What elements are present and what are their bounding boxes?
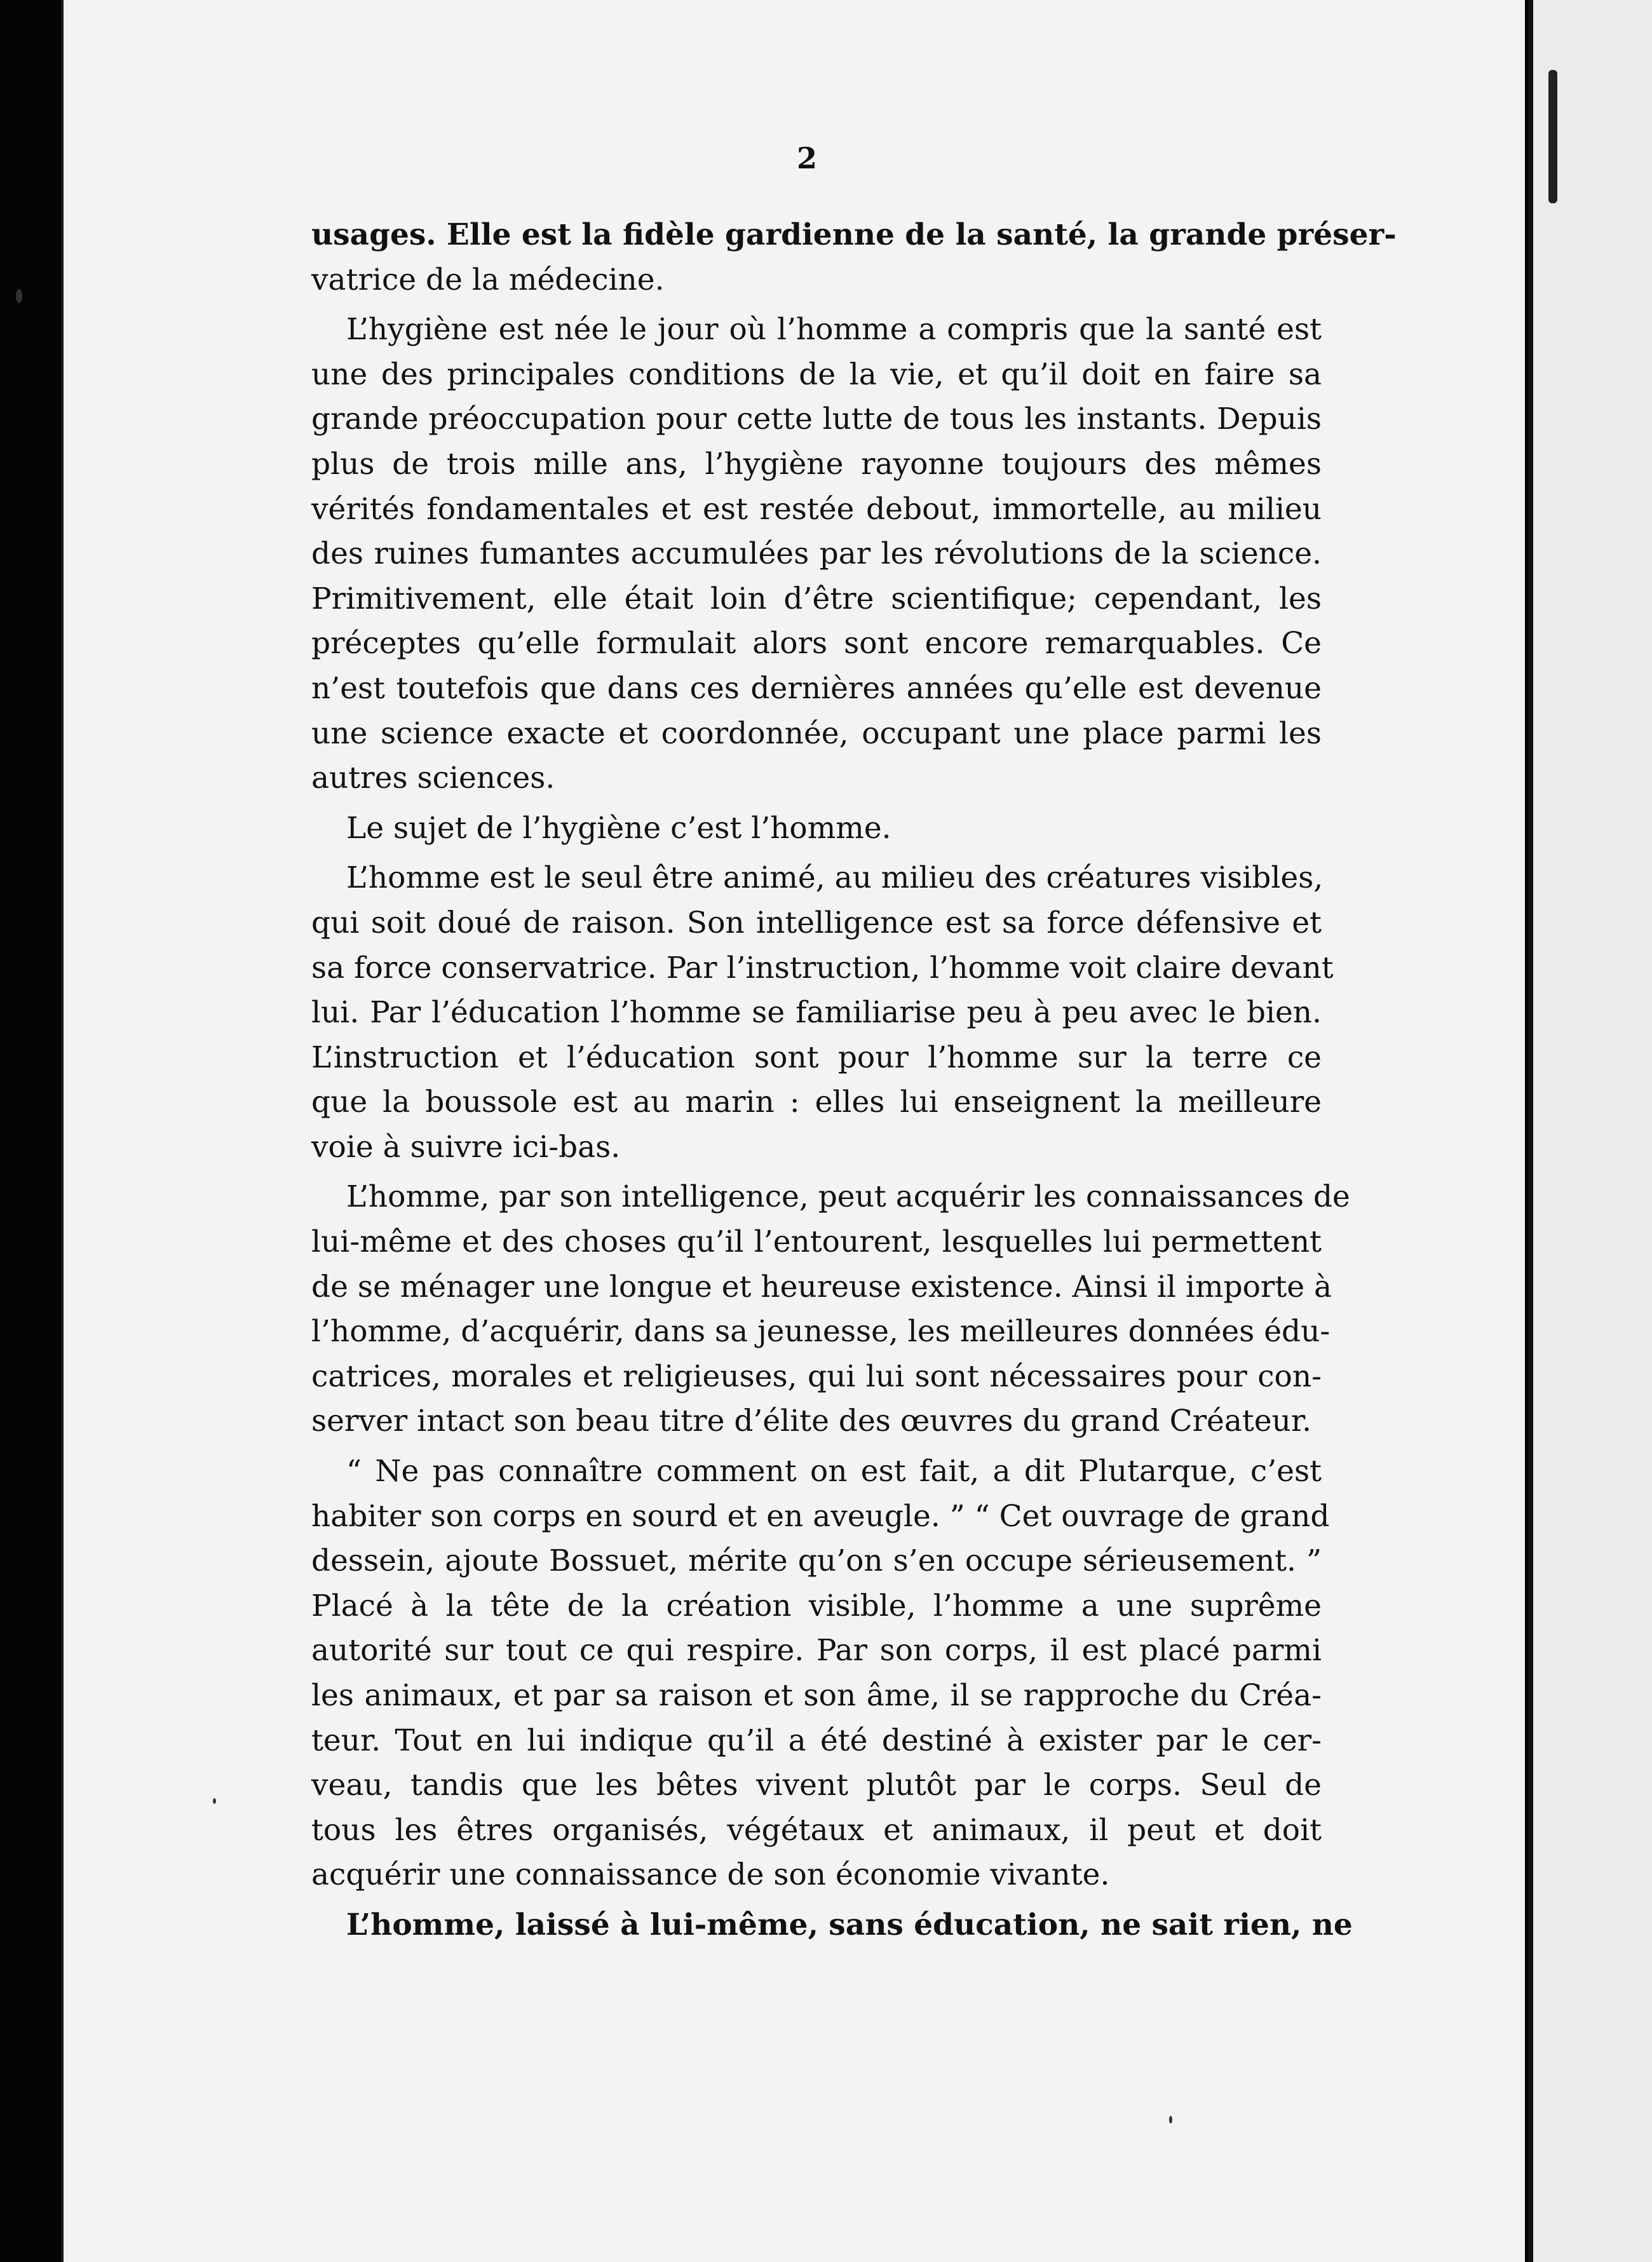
paragraph — [311, 308, 1322, 801]
paragraph-gap — [311, 302, 1322, 308]
text-line: sa force conservatrice. Par l’instruction, l’homme voit claire devant — [311, 950, 1334, 985]
text-line: une science exacte et coordonnée, occupant une place parmi les — [311, 715, 1322, 751]
text-line: tous les êtres organisés, végétaux et animaux, il peut et doit — [311, 1812, 1322, 1848]
text-line: une des principales conditions de la vie, et qu’il doit en faire sa — [311, 356, 1322, 392]
text-line: voie à suivre ici-bas. — [311, 1129, 621, 1165]
text-line: acquérir une connaissance de son économie vivante. — [311, 1857, 1110, 1893]
page-fold-mark — [1548, 70, 1557, 203]
paragraph — [311, 1449, 1330, 1898]
paragraph-gap — [311, 1444, 1322, 1449]
scan-speck — [16, 289, 22, 303]
paragraphs-container — [311, 213, 1397, 1948]
paragraph — [311, 213, 1397, 302]
paragraph — [311, 1175, 1350, 1444]
scan-speck — [213, 1798, 216, 1804]
text-line: Le sujet de l’hygiène c’est l’homme. — [346, 810, 891, 846]
paragraph-gap — [311, 1170, 1322, 1175]
text-line: usages. Elle est la fidèle gardienne de la santé, la grande préser- — [311, 217, 1397, 252]
text-line: préceptes qu’elle formulait alors sont encore remarquables. Ce — [311, 626, 1322, 661]
paragraph-gap — [311, 851, 1322, 856]
text-line: L’instruction et l’éducation sont pour l’homme sur la terre ce — [311, 1040, 1322, 1075]
paragraph — [311, 806, 1322, 851]
paragraph — [311, 1903, 1353, 1948]
text-line: L’hygiène est née le jour où l’homme a compris que la santé est — [346, 312, 1322, 348]
text-line: de se ménager une longue et heureuse existence. Ainsi il importe à — [311, 1269, 1332, 1304]
next-page-strip — [1528, 0, 1652, 2262]
text-line: lui-même et des choses qu’il l’entourent, lesquelles lui permettent — [311, 1224, 1322, 1260]
text-line: server intact son beau titre d’élite des œuvres du grand Créateur. — [311, 1404, 1312, 1439]
text-line: L’homme, par son intelligence, peut acquérir les connaissances de — [346, 1179, 1350, 1215]
text-line: que la boussole est au marin : elles lui enseignent la meilleure — [311, 1085, 1322, 1120]
text-line: autorité sur tout ce qui respire. Par son corps, il est placé parmi — [311, 1633, 1322, 1669]
text-line: Primitivement, elle était loin d’être scientifique; cependant, les — [311, 581, 1322, 616]
text-line: Placé à la tête de la création visible, l’homme a une suprême — [311, 1588, 1322, 1623]
paragraph — [311, 856, 1334, 1170]
text-line: autres sciences. — [311, 761, 555, 796]
text-line: L’homme est le seul être animé, au milieu des créatures visibles, — [346, 860, 1324, 896]
text-line: catrices, morales et religieuses, qui lui sont nécessaires pour con- — [311, 1358, 1322, 1394]
text-line: grande préoccupation pour cette lutte de tous les instants. Depuis — [311, 402, 1322, 437]
text-line: qui soit doué de raison. Son intelligence est sa force défensive et — [311, 905, 1322, 940]
text-line: l’homme, d’acquérir, dans sa jeunesse, les meilleures données édu- — [311, 1314, 1330, 1350]
page-number: 2 — [796, 141, 817, 175]
text-line: n’est toutefois que dans ces dernières années qu’elle est devenue — [311, 670, 1322, 706]
scan-speck — [1169, 2116, 1172, 2123]
text-line: “ Ne pas connaître comment on est fait, a dit Plutarque, c’est — [346, 1454, 1322, 1489]
text-line: habiter son corps en sourd et en aveugle. ” “ Cet ouvrage de grand — [311, 1498, 1330, 1534]
text-line: L’homme, laissé à lui-même, sans éducation, ne sait rien, ne — [346, 1907, 1353, 1942]
paragraph-gap — [311, 1898, 1322, 1903]
text-line: vatrice de la médecine. — [311, 262, 665, 297]
text-line: lui. Par l’éducation l’homme se familiarise peu à peu avec le bien. — [311, 995, 1322, 1031]
text-line: teur. Tout en lui indique qu’il a été destiné à exister par le cer- — [311, 1723, 1322, 1758]
text-line: dessein, ajoute Bossuet, mérite qu’on s’en occupe sérieusement. ” — [311, 1543, 1322, 1579]
text-line: plus de trois mille ans, l’hygiène rayonne toujours des mêmes — [311, 446, 1322, 482]
text-line: les animaux, et par sa raison et son âme, il se rapproche du Créa- — [311, 1678, 1322, 1713]
text-line: des ruines fumantes accumulées par les révolutions de la science. — [311, 536, 1322, 572]
text-line: veau, tandis que les bêtes vivent plutôt par le corps. Seul de — [311, 1768, 1322, 1803]
paragraph-gap — [311, 801, 1322, 806]
text-line: vérités fondamentales et est restée debout, immortelle, au milieu — [311, 491, 1322, 527]
